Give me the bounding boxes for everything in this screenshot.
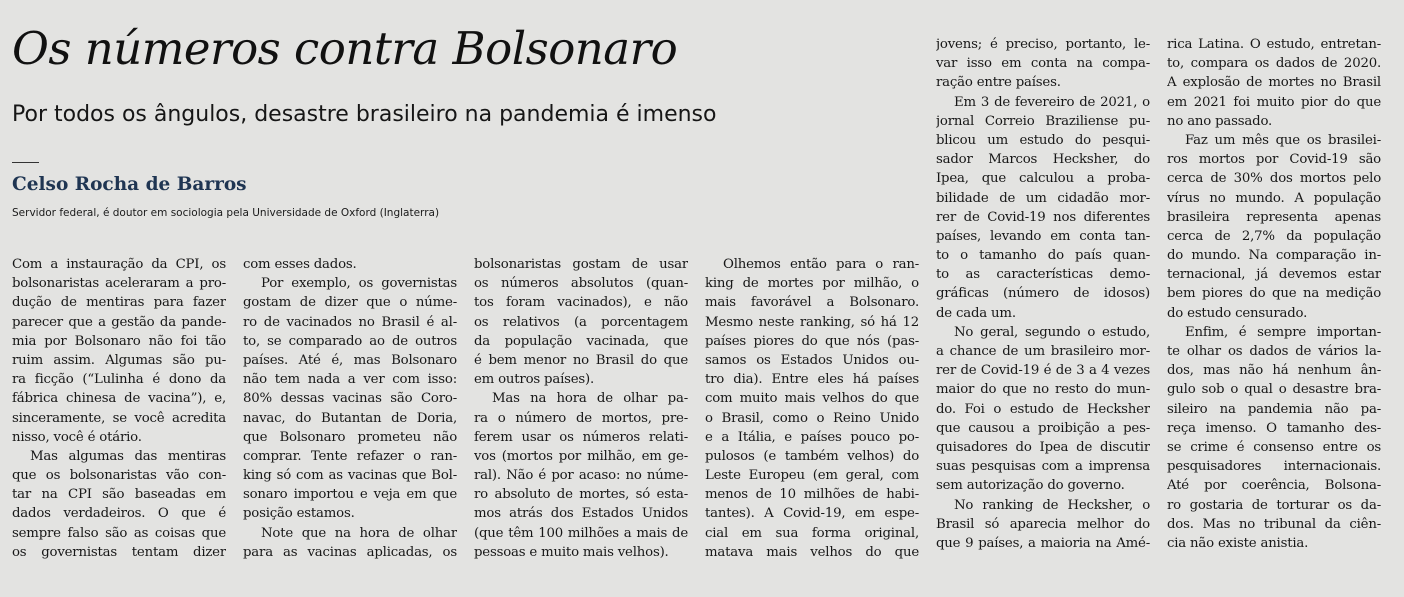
text-line: rer de Covid-19 nos diferentes (936, 209, 1150, 225)
text-line: mais favorável a Bolsonaro. (705, 295, 919, 311)
text-line: cerca de 30% dos mortos pelo (1167, 171, 1381, 187)
text-line: tro dia). Entre eles há países (705, 372, 919, 388)
text-line: menos de 10 milhões de habi- (705, 487, 919, 503)
text-line: países, levando em conta tan- (936, 228, 1150, 244)
text-line: samos os Estados Unidos ou- (705, 352, 919, 368)
text-line: bem piores do que na medição (1167, 286, 1381, 302)
text-line: ruim assim. Algumas são pu- (12, 352, 226, 368)
text-line: pulosos (e também velhos) do (705, 448, 919, 464)
text-line: em outros países). (474, 372, 595, 388)
text-line: cerca de 2,7% da população (1167, 228, 1381, 244)
text-line: king só com as vacinas que Bol- (243, 468, 457, 484)
text-line: king de mortes por milhão, o (705, 276, 919, 292)
article-subheadline: Por todos os ângulos, desastre brasileiro na pandemia é imenso (12, 102, 717, 127)
text-line: blicou um estudo do pesqui- (936, 132, 1150, 148)
text-line: ra o número de mortos, pre- (474, 410, 688, 426)
text-line: tos foram vacinados), e não (474, 295, 688, 311)
text-line: Em 3 de fevereiro de 2021, o (954, 94, 1150, 110)
text-line: vos (mortos por milhão, em ge- (474, 448, 688, 464)
text-line: to, compara os dados de 2020. (1167, 56, 1381, 72)
text-line: de cada um. (936, 305, 1016, 321)
text-line: comprar. Tente refazer o ran- (243, 448, 457, 464)
text-line: pesquisadores internacionais. (1167, 459, 1381, 475)
text-line: to o tamanho do país quan- (936, 248, 1150, 264)
text-line: tar na CPI são baseadas em (12, 487, 226, 503)
text-column-6 (1167, 35, 1381, 553)
text-line: ral). Não é por acaso: no núme- (474, 468, 688, 484)
text-line: gráficas (número de idosos) (936, 286, 1150, 302)
text-line: Mas na hora de olhar pa- (492, 391, 688, 407)
text-line: do mundo. Na comparação in- (1167, 248, 1381, 264)
text-line: sempre falso são as coisas que (12, 525, 226, 541)
text-line: ternacional, já devemos estar (1167, 267, 1381, 283)
text-column-3 (474, 255, 688, 562)
text-line: ros mortos por Covid-19 são (1167, 152, 1381, 168)
text-line: que Bolsonaro prometeu não (243, 429, 457, 445)
text-line: que os bolsonaristas vão con- (12, 468, 226, 484)
text-line: nisso, você é otário. (12, 429, 142, 445)
text-line: tantes). A Covid-19, em espe- (705, 506, 919, 522)
text-line: sileiro na pandemia não pa- (1167, 401, 1381, 417)
text-line: te olhar os dados de vários la- (1167, 344, 1381, 359)
text-line: gulo sob o qual o desastre bra- (1167, 382, 1381, 398)
text-line: ro gostaria de torturar os da- (1167, 497, 1381, 513)
text-column-2 (243, 255, 457, 562)
text-line: o Brasil, como o Reino Unido (705, 410, 919, 426)
text-column-4 (705, 255, 919, 562)
text-line: sador Marcos Hecksher, do (936, 152, 1150, 168)
text-line: ferem usar os números relati- (474, 429, 688, 445)
text-line: do estudo censurado. (1167, 305, 1308, 321)
text-line: sinceramente, se você acredita (12, 410, 226, 426)
text-line: se crime é consenso entre os (1167, 439, 1381, 455)
text-line: navac, do Butantan de Doria, (243, 410, 457, 426)
text-line: Mas algumas das mentiras (30, 448, 226, 464)
text-line: pessoas e muito mais velhos). (474, 544, 669, 560)
text-line: A explosão de mortes no Brasil (1167, 75, 1381, 91)
text-line: parecer que a gestão da pande- (12, 314, 226, 330)
text-line: países. Até é, mas Bolsonaro (243, 352, 457, 368)
text-line: da população vacinada, que (474, 333, 688, 349)
text-line: bilidade de um cidadão mor- (936, 190, 1150, 206)
text-line: ra ficção (“Lulinha é dono da (12, 372, 226, 388)
text-line: Faz um mês que os brasilei- (1185, 132, 1381, 148)
text-line: com esses dados. (243, 257, 357, 272)
text-line: quisadores do Ipea de discutir (936, 439, 1150, 455)
article-headline: Os números contra Bolsonaro (12, 22, 678, 75)
text-line: Por exemplo, os governistas (261, 276, 457, 292)
text-line: os governistas tentam dizer (12, 544, 226, 560)
text-line: Brasil só aparecia melhor do (936, 516, 1150, 532)
text-line: No geral, segundo o estudo, (954, 324, 1150, 340)
text-line: bolsonaristas gostam de usar (474, 257, 688, 272)
text-line: suas pesquisas com a imprensa (936, 459, 1150, 475)
text-line: em 2021 foi muito pior do que (1167, 94, 1381, 110)
text-line: ro absoluto de mortes, só esta- (474, 487, 688, 503)
text-line: maior do que no resto do mun- (936, 382, 1150, 398)
text-line: fábrica chinesa de vacina”), e, (12, 391, 226, 407)
text-line: (que têm 100 milhões a mais de (474, 525, 688, 541)
text-line: gostam de dizer que o núme- (243, 295, 457, 311)
text-line: jornal Correio Braziliense pu- (936, 113, 1150, 129)
text-line: Mesmo neste ranking, só há 12 (705, 314, 919, 330)
text-line: matava mais velhos do que (705, 544, 919, 560)
author-name: Celso Rocha de Barros (12, 174, 247, 195)
text-line: dos, mas não há nenhum ân- (1167, 363, 1381, 379)
text-line: bolsonaristas aceleraram a pro- (12, 276, 226, 292)
text-line: sonaro importou e veja em que (243, 487, 457, 503)
author-bio: Servidor federal, é doutor em sociologia pela Universidade de Oxford (Inglaterra) (12, 207, 440, 219)
text-line: vírus no mundo. A população (1167, 190, 1381, 206)
text-line: com muito mais velhos do que (705, 391, 919, 407)
text-line: que 9 países, a maioria na Amé- (936, 535, 1150, 551)
text-line: Olhemos então para o ran- (723, 257, 919, 272)
text-column-1 (12, 255, 226, 562)
text-line: Enfim, é sempre importan- (1185, 324, 1381, 340)
text-line: cial em sua forma original, (705, 525, 919, 541)
text-line: é bem menor no Brasil do que (474, 352, 688, 368)
text-line: Até por coerência, Bolsona- (1167, 478, 1381, 494)
text-line: brasileira representa apenas (1167, 209, 1381, 225)
text-line: do. Foi o estudo de Hecksher (936, 401, 1150, 417)
text-line: para as vacinas aplicadas, os (243, 544, 457, 560)
text-line: dados verdadeiros. O que é (12, 506, 226, 522)
byline-rule (12, 162, 39, 163)
text-line: Com a instauração da CPI, os (12, 257, 226, 272)
text-line: os relativos (a porcentagem (474, 314, 688, 330)
text-line: ro de vacinados no Brasil é al- (243, 314, 457, 330)
text-line: 80% dessas vacinas são Coro- (243, 391, 457, 407)
text-line: rica Latina. O estudo, entretan- (1167, 37, 1381, 52)
text-line: a chance de um brasileiro mor- (936, 344, 1150, 359)
text-line: to, se comparado ao de outros (243, 333, 457, 349)
text-line: os números absolutos (quan- (474, 276, 688, 292)
text-line: to as características demo- (936, 267, 1150, 283)
text-line: Ipea, que calculou a proba- (936, 171, 1150, 187)
text-line: e a Itália, e países pouco po- (705, 429, 919, 445)
text-line: var isso em conta na compa- (936, 56, 1150, 72)
text-line: jovens; é preciso, portanto, le- (936, 37, 1150, 52)
text-line: dução de mentiras para fazer (12, 295, 226, 311)
text-line: sem autorização do governo. (936, 478, 1125, 494)
text-line: cia não existe anistia. (1167, 535, 1309, 551)
text-line: no ano passado. (1167, 113, 1273, 129)
text-line: reça imenso. O tamanho des- (1167, 420, 1381, 436)
text-line: ração entre países. (936, 75, 1061, 91)
text-column-5 (936, 35, 1150, 553)
text-line: Leste Europeu (em geral, com (705, 468, 919, 484)
text-line: mia por Bolsonaro não foi tão (12, 333, 226, 349)
text-line: mos atrás dos Estados Unidos (474, 506, 688, 522)
text-line: rer de Covid-19 é de 3 a 4 vezes (936, 363, 1150, 379)
text-line: posição estamos. (243, 506, 355, 522)
text-line: No ranking de Hecksher, o (954, 497, 1150, 513)
text-line: que causou a proibição a pes- (936, 420, 1150, 436)
text-line: países piores do que nós (pas- (705, 333, 919, 349)
text-line: Note que na hora de olhar (261, 525, 457, 541)
text-line: não tem nada a ver com isso: (243, 372, 457, 388)
text-line: dos. Mas no tribunal da ciên- (1167, 516, 1381, 532)
